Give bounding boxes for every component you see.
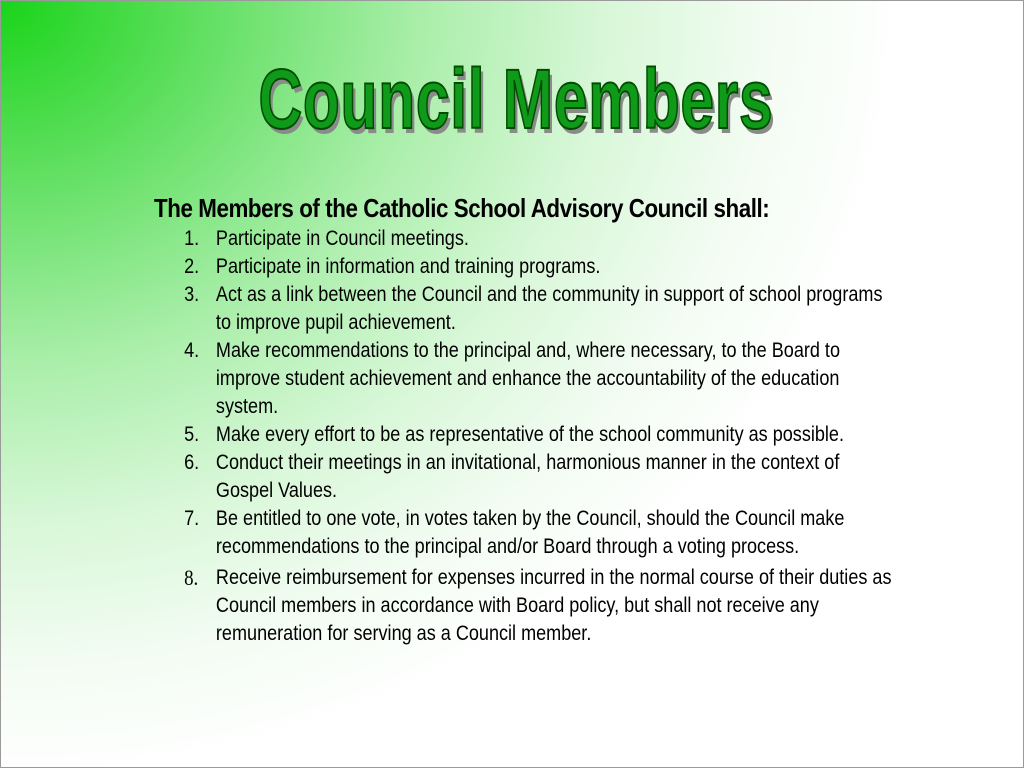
- item-number: 6.: [184, 451, 200, 474]
- list-item: [154, 253, 894, 281]
- duties-list: [154, 225, 894, 648]
- slide-title: Council Members: [258, 52, 774, 146]
- item-text: Participate in information and training programs.: [215, 255, 601, 278]
- item-number: 7.: [184, 507, 200, 530]
- list-item: [154, 449, 894, 505]
- item-number: 2.: [184, 255, 200, 278]
- intro-heading: The Members of the Catholic School Advisory Council shall:: [154, 193, 770, 223]
- item-text: Receive reimbursement for expenses incurred in the normal course of their duties as Council members in accordance with Board policy, but shall not receive any remuneration for serving as a Council member.: [215, 566, 892, 645]
- item-text: Be entitled to one vote, in votes taken by the Council, should the Council make recommendations to the principal and/or Board through a voting process.: [215, 507, 845, 558]
- item-text: Make recommendations to the principal and, where necessary, to the Board to improve student achievement and enhance the accountability of the education system.: [215, 339, 840, 418]
- item-number: 5.: [184, 423, 200, 446]
- list-item: [154, 281, 894, 337]
- list-item: [154, 505, 894, 561]
- item-number: 3.: [184, 283, 200, 306]
- list-item: [154, 564, 894, 648]
- item-text: Make every effort to be as representative of the school community as possible.: [215, 423, 845, 446]
- item-text: Participate in Council meetings.: [215, 227, 469, 250]
- item-number: 1.: [184, 227, 200, 250]
- item-number: 8.: [184, 565, 199, 590]
- list-item: [154, 225, 894, 253]
- item-text: Conduct their meetings in an invitational, harmonious manner in the context of Gospel Values.: [215, 451, 840, 502]
- item-number: 4.: [184, 339, 200, 362]
- list-item: [154, 337, 894, 421]
- list-item: [154, 421, 894, 449]
- slide-content: [154, 191, 914, 648]
- item-text: Act as a link between the Council and the community in support of school programs to improve pupil achievement.: [215, 283, 883, 334]
